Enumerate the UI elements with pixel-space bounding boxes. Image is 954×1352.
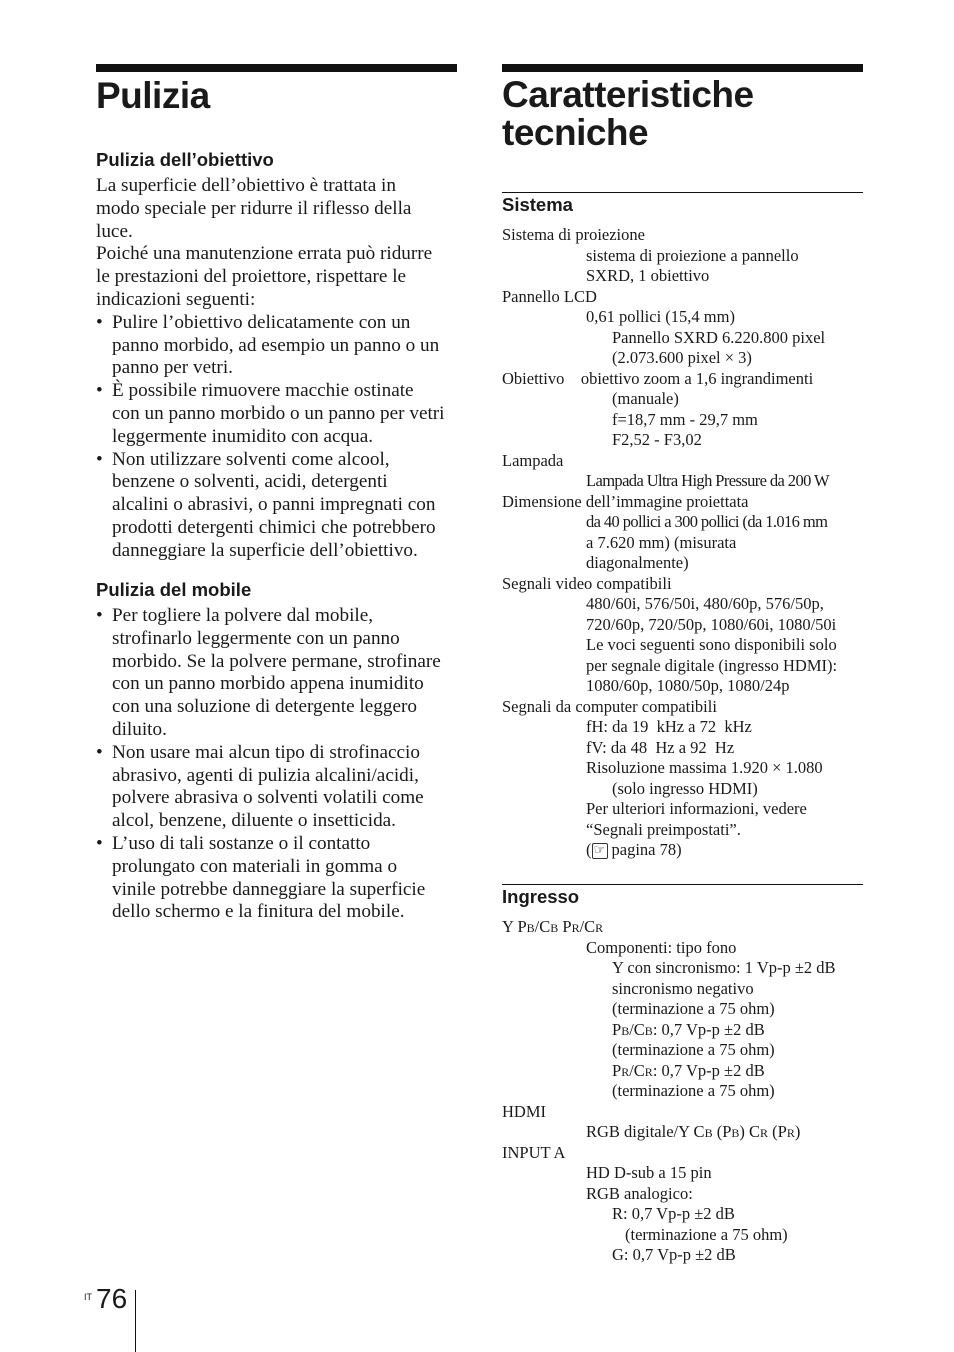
sistema-rule bbox=[502, 192, 863, 193]
bullet-line: Per togliere la polvere dal mobile, bbox=[112, 605, 374, 626]
spec-row: R: 0,7 Vp-p ±2 dB bbox=[612, 1204, 735, 1223]
bullet-line: dello schermo e la finitura del mobile. bbox=[112, 901, 405, 923]
footer-rule bbox=[135, 1290, 136, 1352]
page-reference-icon: ☞ bbox=[592, 843, 608, 859]
spec-row: a 7.620 mm) (misurata bbox=[586, 532, 737, 552]
spec-row: Y con sincronismo: 1 Vp-p ±2 dB bbox=[612, 958, 836, 977]
spec-row: Risoluzione massima 1.920 × 1.080 bbox=[586, 758, 823, 777]
spec-row: Y PB/CB PR/CR bbox=[502, 917, 604, 936]
paragraph-line: indicazioni seguenti: bbox=[96, 288, 256, 310]
title-line-2: tecniche bbox=[502, 112, 649, 153]
spec-row: PR/CR: 0,7 Vp-p ±2 dB bbox=[612, 1060, 765, 1080]
spec-row: RGB analogico: bbox=[586, 1183, 693, 1203]
spec-row: HD D-sub a 15 pin bbox=[586, 1163, 712, 1182]
spec-row: fV: da 48 Hz a 92 Hz bbox=[586, 737, 735, 757]
spec-row: Le voci seguenti sono disponibili solo bbox=[586, 635, 837, 654]
spec-row: RGB digitale/Y CB (PB) CR (PR) bbox=[586, 1122, 801, 1141]
page-number: 76 bbox=[96, 1283, 128, 1314]
spec-row: 720/60p, 720/50p, 1080/60i, 1080/50i bbox=[586, 614, 837, 634]
bullet-line: leggermente inumidito con acqua. bbox=[112, 425, 374, 447]
spec-row: per segnale digitale (ingresso HDMI): bbox=[586, 655, 838, 675]
spec-row: (manuale) bbox=[612, 389, 679, 408]
bullet-line: polvere abrasiva o solventi volatili come bbox=[112, 787, 424, 809]
ref-prefix: ( bbox=[586, 840, 592, 859]
left-body bbox=[96, 175, 462, 563]
right-title-rule bbox=[502, 64, 863, 72]
bullet-list-mobile bbox=[96, 605, 462, 924]
bullet-line: Non usare mai alcun tipo di strofinaccio bbox=[112, 741, 420, 763]
subheading-mobile: Pulizia del mobile bbox=[96, 579, 252, 600]
spec-row: Dimensione dell’immagine proiettata bbox=[502, 491, 749, 511]
spec-row: G: 0,7 Vp-p ±2 dB bbox=[612, 1245, 736, 1264]
paragraph-line: Poiché una manutenzione errata può ridurre bbox=[96, 243, 433, 265]
sistema-spec-list bbox=[502, 225, 864, 861]
spec-row: 480/60i, 576/50i, 480/60p, 576/50p, bbox=[586, 594, 824, 613]
spec-row: Pannello SXRD 6.220.800 pixel bbox=[612, 327, 826, 347]
spec-row: f=18,7 mm - 29,7 mm bbox=[612, 409, 758, 429]
spec-row: Sistema di proiezione bbox=[502, 225, 645, 244]
spec-row: Lampada Ultra High Pressure da 200 W bbox=[586, 471, 829, 490]
bullet-line: vinile potrebbe danneggiare la superficie bbox=[112, 878, 426, 900]
spec-row: da 40 pollici a 300 pollici (da 1.016 mm bbox=[586, 512, 828, 531]
spec-row: fH: da 19 kHz a 72 kHz bbox=[586, 717, 752, 736]
bullet-icon: • bbox=[96, 380, 103, 402]
spec-row: PB/CB: 0,7 Vp-p ±2 dB bbox=[612, 1019, 765, 1039]
section-sistema-title: Sistema bbox=[502, 194, 573, 215]
bullet-icon: • bbox=[96, 832, 103, 854]
title-line-1: Caratteristiche bbox=[502, 74, 754, 115]
paragraph-line: La superficie dell’obiettivo è trattata in bbox=[96, 175, 396, 196]
spec-row: INPUT A bbox=[502, 1142, 566, 1162]
spec-row: (2.073.600 pixel × 3) bbox=[612, 348, 752, 367]
section-ingresso-title: Ingresso bbox=[502, 886, 580, 907]
bullet-icon: • bbox=[96, 448, 103, 470]
paragraph-intro bbox=[96, 175, 462, 312]
bullet-list-obiettivo bbox=[96, 312, 462, 563]
spec-row: sistema di proiezione a pannello bbox=[586, 245, 799, 265]
bullet-line: morbido. Se la polvere permane, strofinare bbox=[112, 650, 441, 672]
bullet-item bbox=[96, 312, 462, 380]
spec-row: Pannello LCD bbox=[502, 286, 597, 306]
bullet-line: L’uso di tali sostanze o il contatto bbox=[112, 832, 371, 854]
left-body-2 bbox=[96, 605, 462, 924]
paragraph-line: le prestazioni del proiettore, rispettare le bbox=[96, 266, 407, 288]
bullet-line: con una soluzione di detergente leggero bbox=[112, 696, 417, 718]
ingresso-spec-list bbox=[502, 917, 864, 1266]
bullet-line: alcol, benzene, diluente o insetticida. bbox=[112, 810, 396, 832]
bullet-line: Non utilizzare solventi come alcool, bbox=[112, 448, 390, 470]
bullet-item bbox=[96, 605, 462, 742]
bullet-line: con un panno morbido appena inumidito bbox=[112, 673, 424, 695]
bullet-line: Pulire l’obiettivo delicatamente con un bbox=[112, 311, 411, 333]
ingresso-rule bbox=[502, 884, 863, 885]
bullet-line: panno morbido, ad esempio un panno o un bbox=[112, 334, 440, 356]
spec-row: Per ulteriori informazioni, vedere bbox=[586, 799, 807, 818]
spec-row: Componenti: tipo fono bbox=[586, 937, 737, 957]
spec-row: sincronismo negativo bbox=[612, 978, 754, 998]
spec-row: (terminazione a 75 ohm) bbox=[625, 1224, 788, 1244]
bullet-item bbox=[96, 833, 462, 924]
spec-row: 1080/60p, 1080/50p, 1080/24p bbox=[586, 676, 790, 695]
spec-row: Segnali video compatibili bbox=[502, 573, 672, 593]
spec-row: SXRD, 1 obiettivo bbox=[586, 266, 710, 285]
bullet-icon: • bbox=[96, 605, 103, 626]
subheading-obiettivo: Pulizia dell’obiettivo bbox=[96, 149, 274, 170]
spec-row: HDMI bbox=[502, 1101, 546, 1121]
bullet-line: diluito. bbox=[112, 718, 167, 740]
paragraph-line: luce. bbox=[96, 220, 133, 242]
spec-row: F2,52 - F3,02 bbox=[612, 430, 702, 449]
bullet-item bbox=[96, 742, 462, 833]
bullet-line: con un panno morbido o un panno per vetri bbox=[112, 402, 445, 424]
spec-row: “Segnali preimpostati”. bbox=[586, 819, 741, 839]
spec-row: Segnali da computer compatibili bbox=[502, 696, 717, 716]
paragraph-line: modo speciale per ridurre il riflesso della bbox=[96, 197, 412, 219]
bullet-line: prolungato con materiali in gomma o bbox=[112, 855, 398, 877]
bullet-line: strofinarlo leggermente con un panno bbox=[112, 627, 400, 649]
spec-row: Lampada bbox=[502, 450, 564, 470]
page-title-caratteristiche bbox=[502, 76, 754, 152]
footer-language-code: IT bbox=[84, 1292, 92, 1302]
bullet-line: prodotti detergenti chimici che potrebbero bbox=[112, 516, 436, 538]
bullet-icon: • bbox=[96, 741, 103, 763]
spec-row: (terminazione a 75 ohm) bbox=[612, 999, 775, 1018]
bullet-line: alcalini o abrasivi, o panni impregnati con bbox=[112, 494, 436, 516]
spec-row: 0,61 pollici (15,4 mm) bbox=[586, 307, 735, 326]
bullet-item bbox=[96, 380, 462, 448]
spec-row: (terminazione a 75 ohm) bbox=[612, 1040, 775, 1059]
page-title-pulizia: Pulizia bbox=[96, 75, 210, 116]
bullet-line: danneggiare la superficie dell’obiettivo. bbox=[112, 539, 418, 561]
bullet-item bbox=[96, 449, 462, 563]
bullet-line: benzene o solventi, acidi, detergenti bbox=[112, 471, 388, 493]
spec-row: (solo ingresso HDMI) bbox=[612, 778, 758, 798]
spec-row: Obiettivo obiettivo zoom a 1,6 ingrandimenti bbox=[502, 368, 814, 388]
spec-row: (terminazione a 75 ohm) bbox=[612, 1081, 775, 1100]
ref-text: pagina 78) bbox=[611, 840, 682, 859]
spec-row: diagonalmente) bbox=[586, 553, 689, 572]
spec-row bbox=[502, 840, 864, 861]
bullet-line: È possibile rimuovere macchie ostinate bbox=[112, 380, 414, 402]
bullet-line: abrasivo, agenti di pulizia alcalini/acidi, bbox=[112, 764, 419, 786]
bullet-line: panno per vetri. bbox=[112, 357, 233, 379]
left-title-rule bbox=[96, 64, 457, 72]
bullet-icon: • bbox=[96, 311, 103, 333]
